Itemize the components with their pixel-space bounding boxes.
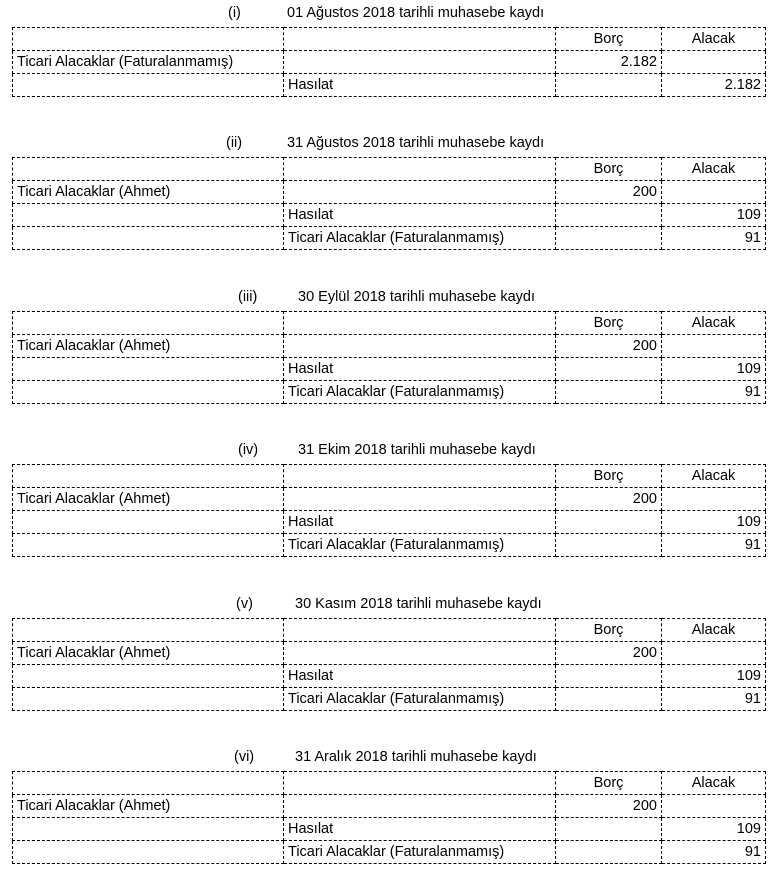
debit-account: Ticari Alacaklar (Faturalanmamış) <box>13 51 284 74</box>
credit-header: Alacak <box>662 158 766 181</box>
empty-cell <box>662 181 766 204</box>
empty-cell <box>284 158 556 181</box>
empty-cell <box>13 312 284 335</box>
debit-header: Borç <box>556 28 662 51</box>
credit-row <box>13 534 766 557</box>
journal-entry-4 <box>0 441 778 553</box>
credit-row <box>13 358 766 381</box>
entry-title <box>0 595 778 617</box>
empty-cell <box>13 841 284 864</box>
empty-cell <box>13 772 284 795</box>
credit-account: Ticari Alacaklar (Faturalanmamış) <box>284 227 556 250</box>
credit-amount: 109 <box>662 665 766 688</box>
debit-row <box>13 181 766 204</box>
entry-index: (iv) <box>238 442 259 458</box>
credit-account: Ticari Alacaklar (Faturalanmamış) <box>284 534 556 557</box>
debit-row <box>13 795 766 818</box>
debit-amount: 200 <box>556 642 662 665</box>
entry-caption: 31 Ağustos 2018 tarihli muhasebe kaydı <box>287 135 545 151</box>
credit-account: Hasılat <box>284 511 556 534</box>
credit-account: Ticari Alacaklar (Faturalanmamış) <box>284 688 556 711</box>
debit-header: Borç <box>556 772 662 795</box>
entry-title <box>0 748 778 770</box>
credit-row <box>13 204 766 227</box>
empty-cell <box>284 28 556 51</box>
credit-account: Hasılat <box>284 204 556 227</box>
header-row <box>13 158 766 181</box>
empty-cell <box>13 227 284 250</box>
entry-caption: 30 Eylül 2018 tarihli muhasebe kaydı <box>298 289 535 305</box>
header-row <box>13 28 766 51</box>
credit-amount: 91 <box>662 688 766 711</box>
debit-header: Borç <box>556 312 662 335</box>
empty-cell <box>556 841 662 864</box>
entry-caption: 31 Ekim 2018 tarihli muhasebe kaydı <box>298 442 536 458</box>
credit-row <box>13 381 766 404</box>
debit-account: Ticari Alacaklar (Ahmet) <box>13 642 284 665</box>
journal-entry-5 <box>0 595 778 707</box>
credit-amount: 91 <box>662 841 766 864</box>
empty-cell <box>284 181 556 204</box>
empty-cell <box>556 381 662 404</box>
credit-account: Hasılat <box>284 665 556 688</box>
ledger-table <box>12 464 766 557</box>
debit-account: Ticari Alacaklar (Ahmet) <box>13 335 284 358</box>
credit-amount: 2.182 <box>662 74 766 97</box>
entry-index: (ii) <box>226 135 243 151</box>
debit-amount: 200 <box>556 488 662 511</box>
ledger-table <box>12 27 766 97</box>
empty-cell <box>556 74 662 97</box>
credit-amount: 109 <box>662 204 766 227</box>
empty-cell <box>284 642 556 665</box>
entry-index: (iii) <box>238 289 258 305</box>
empty-cell <box>13 688 284 711</box>
journal-entry-1 <box>0 4 778 93</box>
empty-cell <box>556 534 662 557</box>
credit-row <box>13 74 766 97</box>
entry-title <box>0 134 778 156</box>
empty-cell <box>13 465 284 488</box>
credit-row <box>13 841 766 864</box>
debit-header: Borç <box>556 158 662 181</box>
header-row <box>13 619 766 642</box>
debit-account: Ticari Alacaklar (Ahmet) <box>13 795 284 818</box>
entry-index: (v) <box>236 596 253 612</box>
empty-cell <box>284 312 556 335</box>
empty-cell <box>13 381 284 404</box>
credit-header: Alacak <box>662 312 766 335</box>
credit-row <box>13 511 766 534</box>
journal-entry-3 <box>0 288 778 400</box>
credit-amount: 109 <box>662 511 766 534</box>
empty-cell <box>13 358 284 381</box>
empty-cell <box>556 227 662 250</box>
ledger-table <box>12 311 766 404</box>
empty-cell <box>284 51 556 74</box>
credit-account: Ticari Alacaklar (Faturalanmamış) <box>284 381 556 404</box>
empty-cell <box>284 465 556 488</box>
debit-account: Ticari Alacaklar (Ahmet) <box>13 181 284 204</box>
credit-header: Alacak <box>662 28 766 51</box>
empty-cell <box>284 488 556 511</box>
empty-cell <box>13 158 284 181</box>
credit-account: Hasılat <box>284 74 556 97</box>
empty-cell <box>556 511 662 534</box>
entry-caption: 31 Aralık 2018 tarihli muhasebe kaydı <box>295 749 537 765</box>
credit-amount: 91 <box>662 534 766 557</box>
empty-cell <box>662 642 766 665</box>
empty-cell <box>13 665 284 688</box>
debit-row <box>13 642 766 665</box>
empty-cell <box>662 488 766 511</box>
credit-row <box>13 227 766 250</box>
debit-row <box>13 335 766 358</box>
credit-row <box>13 665 766 688</box>
debit-amount: 200 <box>556 335 662 358</box>
empty-cell <box>556 204 662 227</box>
header-row <box>13 772 766 795</box>
credit-account: Hasılat <box>284 358 556 381</box>
credit-amount: 109 <box>662 818 766 841</box>
empty-cell <box>556 818 662 841</box>
empty-cell <box>13 511 284 534</box>
debit-header: Borç <box>556 465 662 488</box>
empty-cell <box>556 665 662 688</box>
credit-amount: 91 <box>662 381 766 404</box>
credit-row <box>13 818 766 841</box>
entry-title <box>0 4 778 26</box>
debit-amount: 200 <box>556 795 662 818</box>
empty-cell <box>662 51 766 74</box>
empty-cell <box>284 335 556 358</box>
ledger-table <box>12 771 766 864</box>
credit-header: Alacak <box>662 619 766 642</box>
empty-cell <box>284 795 556 818</box>
empty-cell <box>13 74 284 97</box>
empty-cell <box>13 619 284 642</box>
entry-title <box>0 441 778 463</box>
empty-cell <box>556 688 662 711</box>
empty-cell <box>284 772 556 795</box>
credit-amount: 91 <box>662 227 766 250</box>
debit-row <box>13 51 766 74</box>
entry-caption: 01 Ağustos 2018 tarihli muhasebe kaydı <box>287 5 545 21</box>
credit-account: Hasılat <box>284 818 556 841</box>
credit-row <box>13 688 766 711</box>
debit-header: Borç <box>556 619 662 642</box>
header-row <box>13 312 766 335</box>
credit-account: Ticari Alacaklar (Faturalanmamış) <box>284 841 556 864</box>
credit-amount: 109 <box>662 358 766 381</box>
debit-amount: 2.182 <box>556 51 662 74</box>
entry-index: (vi) <box>234 749 255 765</box>
header-row <box>13 465 766 488</box>
empty-cell <box>662 335 766 358</box>
entry-index: (i) <box>228 5 241 21</box>
empty-cell <box>13 204 284 227</box>
credit-header: Alacak <box>662 465 766 488</box>
entry-title <box>0 288 778 310</box>
entry-caption: 30 Kasım 2018 tarihli muhasebe kaydı <box>295 596 542 612</box>
empty-cell <box>13 28 284 51</box>
journal-entry-2 <box>0 134 778 246</box>
debit-account: Ticari Alacaklar (Ahmet) <box>13 488 284 511</box>
empty-cell <box>556 358 662 381</box>
empty-cell <box>284 619 556 642</box>
debit-amount: 200 <box>556 181 662 204</box>
credit-header: Alacak <box>662 772 766 795</box>
debit-row <box>13 488 766 511</box>
empty-cell <box>662 795 766 818</box>
empty-cell <box>13 818 284 841</box>
empty-cell <box>13 534 284 557</box>
journal-entry-6 <box>0 748 778 860</box>
ledger-table <box>12 157 766 250</box>
ledger-table <box>12 618 766 711</box>
